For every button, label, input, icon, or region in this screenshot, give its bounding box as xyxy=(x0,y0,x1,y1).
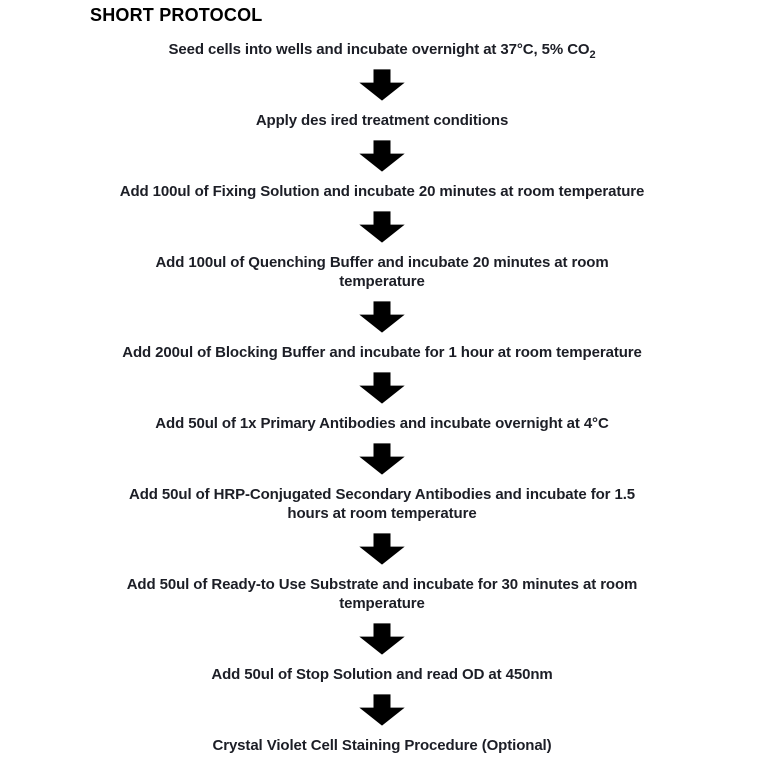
step-text-line: Add 50ul of Stop Solution and read OD at 450nm xyxy=(211,666,553,683)
block-arrow-down-icon xyxy=(357,532,407,566)
step-text-line: temperature xyxy=(339,595,425,612)
step-text-line: temperature xyxy=(339,273,425,290)
protocol-flow xyxy=(0,40,764,755)
block-arrow-down-icon xyxy=(357,371,407,405)
protocol-step-10 xyxy=(212,736,551,755)
step-text-line: Crystal Violet Cell Staining Procedure (Optional) xyxy=(212,737,552,754)
block-arrow-down-icon xyxy=(357,68,407,102)
block-arrow-down-icon xyxy=(357,300,407,334)
step-text-line: Add 50ul of 1x Primary Antibodies and incubate overnight at 4°C xyxy=(155,415,609,432)
protocol-step-7 xyxy=(129,485,635,523)
block-arrow-down-icon xyxy=(357,210,407,244)
subscript-text: 2 xyxy=(589,49,596,61)
step-text-line: Add 200ul of Blocking Buffer and incubate for 1 hour at room temperature xyxy=(122,344,642,361)
step-text-line: Seed cells into wells and incubate overnight at 37°C, 5% $CO_2$ xyxy=(168,41,596,61)
block-arrow-down-icon xyxy=(357,139,407,173)
protocol-step-9 xyxy=(211,665,552,684)
protocol-step-6 xyxy=(155,414,608,433)
step-text-line: Add 50ul of HRP-Conjugated Secondary Antibodies and incubate for 1.5 xyxy=(128,486,636,503)
protocol-step-2 xyxy=(256,111,508,130)
step-text-line: Add 100ul of Quenching Buffer and incubate 20 minutes at room xyxy=(155,254,609,271)
page-title: SHORT PROTOCOL xyxy=(90,5,263,25)
block-arrow-down-icon xyxy=(357,622,407,656)
step-text-line: Add 100ul of Fixing Solution and incubate 20 minutes at room temperature xyxy=(119,183,645,200)
protocol-step-5 xyxy=(122,343,642,362)
protocol-step-1 xyxy=(168,40,595,59)
step-text-line: Add 50ul of Ready-to Use Substrate and incubate for 30 minutes at room xyxy=(126,576,638,593)
protocol-step-8 xyxy=(127,575,638,613)
protocol-step-4 xyxy=(155,253,608,291)
step-text-line: Apply des ired treatment conditions xyxy=(255,112,509,129)
block-arrow-down-icon xyxy=(357,442,407,476)
protocol-step-3 xyxy=(120,182,645,201)
step-text-line: hours at room temperature xyxy=(287,505,477,522)
block-arrow-down-icon xyxy=(357,693,407,727)
